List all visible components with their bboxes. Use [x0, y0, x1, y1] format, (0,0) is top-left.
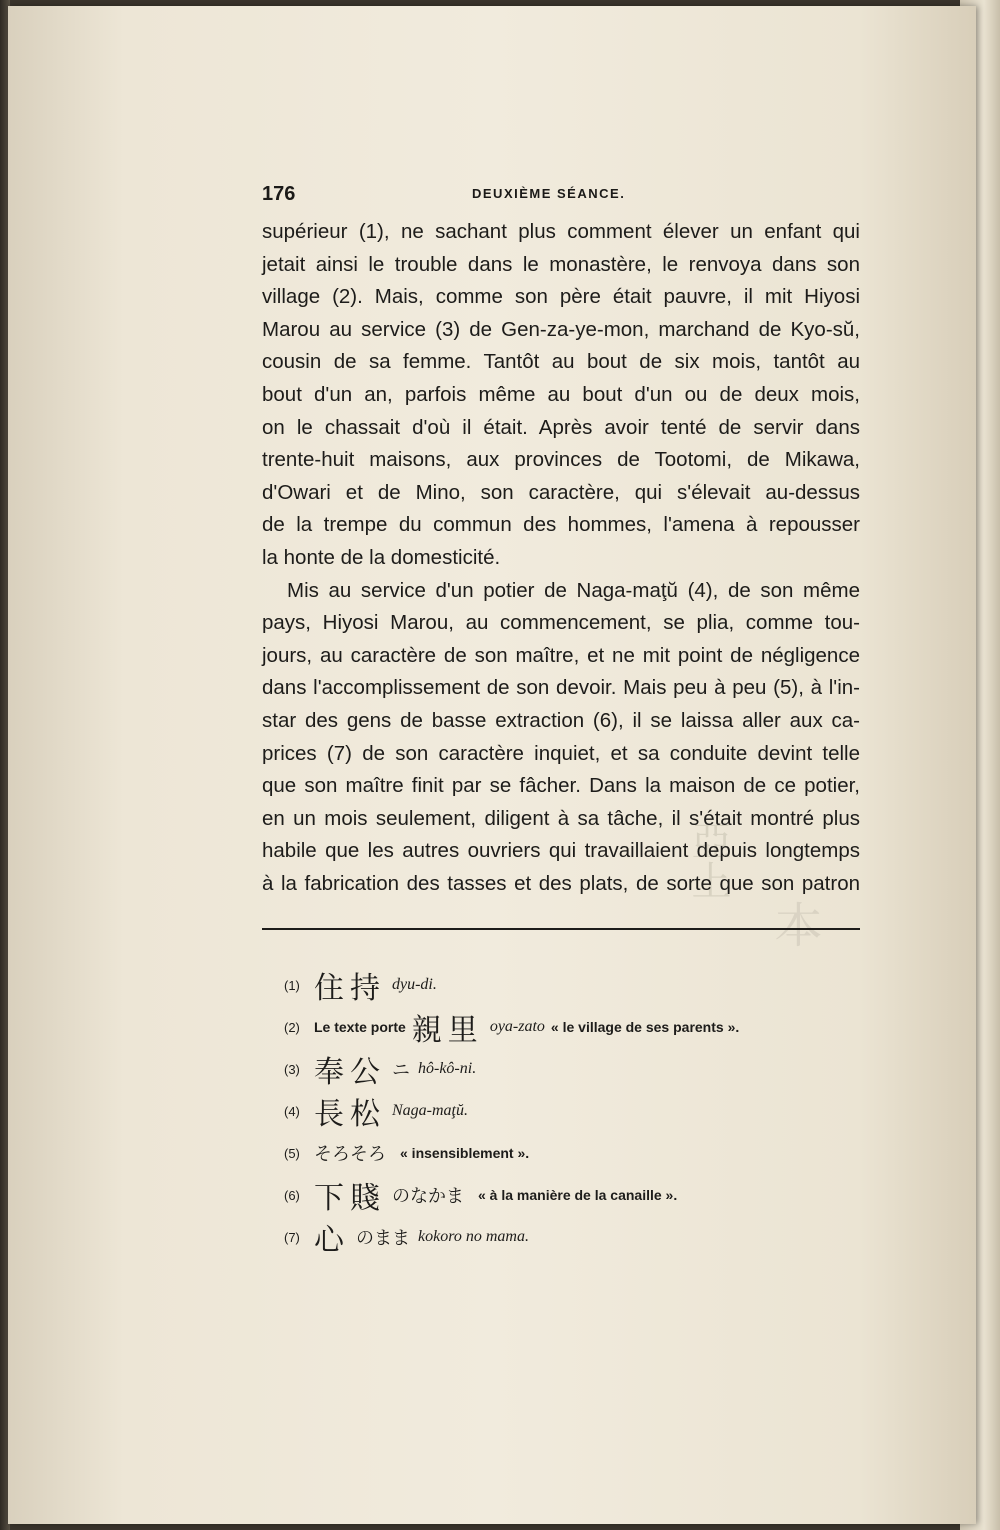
- text-line: en un mois seulement, diligent à sa tâche, il s'était montré plus: [262, 806, 860, 830]
- text-line: prices (7) de son caractère inquiet, et sa conduite devint telle: [262, 741, 860, 765]
- text-line: village (2). Mais, comme son père était pauvre, il mit Hiyosi: [262, 285, 860, 309]
- text-line: la honte de la domesticité.: [262, 545, 501, 569]
- footnote-3: [284, 1048, 864, 1090]
- footnote-romanization: hô-kô-ni.: [418, 1060, 477, 1077]
- footnote-gloss: « insensiblement ».: [400, 1145, 530, 1161]
- footnote-romanization: oya-zato: [489, 1018, 545, 1035]
- footnotes: [284, 964, 864, 1258]
- footnote-kanji: 下賤: [314, 1181, 386, 1216]
- text-line: cousin de sa femme. Tantôt au bout de six mois, tantôt au: [262, 350, 860, 374]
- footnote-kana: のまま: [356, 1228, 410, 1249]
- footnote-prefix: Le texte porte: [314, 1019, 406, 1035]
- text-line: jetait ainsi le trouble dans le monastère, le renvoya dans son: [262, 252, 860, 276]
- page-number: 176: [262, 183, 296, 205]
- text-line: dans l'accomplissement de son devoir. Mais peu à peu (5), à l'in-: [262, 676, 860, 700]
- footnote-number: (7): [284, 1229, 300, 1245]
- section-title: DEUXIÈME SÉANCE.: [472, 186, 626, 201]
- text-line: que son maître finit par se fâcher. Dans la maison de ce potier,: [262, 774, 860, 798]
- footnote-4: [284, 1090, 864, 1132]
- text-line: pays, Hiyosi Marou, au commencement, se plia, comme tou-: [262, 611, 860, 635]
- footnote-kana: ニ: [392, 1060, 410, 1081]
- text-line: trente-huit maisons, aux provinces de Tootomi, de Mikawa,: [262, 448, 860, 472]
- show-through-ink-2: 本: [766, 900, 822, 948]
- footnote-1: [284, 964, 864, 1006]
- show-through-ink: 亞上: [685, 820, 731, 900]
- footnote-kana: のなかま: [392, 1186, 464, 1207]
- text-line: d'Owari et de Mino, son caractère, qui s'élevait au-dessus: [262, 480, 860, 504]
- footnote-number: (4): [284, 1103, 300, 1119]
- footnote-gloss: « à la manière de la canaille ».: [478, 1187, 678, 1203]
- text-line: bout d'un an, parfois même au bout d'un ou de deux mois,: [262, 382, 860, 406]
- body-text: [262, 216, 860, 900]
- footnote-number: (6): [284, 1187, 300, 1203]
- footnote-gloss: « le village de ses parents ».: [550, 1019, 740, 1035]
- footnote-number: (5): [284, 1145, 300, 1161]
- text-line: Mis au service d'un potier de Naga-maţŭ (4), de son même: [287, 578, 860, 602]
- footnote-number: (3): [284, 1061, 300, 1077]
- text-line: jours, au caractère de son maître, et ne mit point de négligence: [262, 643, 860, 667]
- text-line: de la trempe du commun des hommes, l'amena à repousser: [262, 513, 860, 537]
- footnote-kanji: 親里: [411, 1013, 484, 1048]
- footnote-rule: [262, 928, 860, 930]
- text-line: supérieur (1), ne sachant plus comment élever un enfant qui: [262, 220, 860, 243]
- text-line: on le chassait d'où il était. Après avoir tenté de servir dans: [262, 415, 860, 439]
- footnote-7: [284, 1216, 864, 1258]
- footnote-kanji: 心: [314, 1223, 350, 1258]
- footnote-2: [284, 1006, 864, 1048]
- footnote-kanji: 長松: [314, 1097, 386, 1132]
- footnote-romanization: kokoro no mama.: [418, 1228, 529, 1245]
- text-line: Marou au service (3) de Gen-za-ye-mon, marchand de Kyo-sŭ,: [262, 317, 860, 341]
- text-line: à la fabrication des tasses et des plats, de sorte que son patron: [262, 871, 860, 895]
- text-line: star des gens de basse extraction (6), il se laissa aller aux ca-: [262, 708, 860, 732]
- footnote-number: (1): [284, 977, 300, 993]
- footnote-kana: そろそろ: [314, 1144, 386, 1165]
- footnote-romanization: dyu-di.: [392, 976, 437, 993]
- footnote-number: (2): [284, 1019, 300, 1035]
- footnote-5: [284, 1132, 864, 1174]
- text-line: habile que les autres ouvriers qui travaillaient depuis longtemps: [262, 839, 860, 863]
- footnote-romanization: Naga-maţŭ.: [392, 1102, 468, 1119]
- footnote-kanji: 住持: [314, 971, 386, 1006]
- footnote-kanji: 奉公: [314, 1055, 386, 1090]
- footnote-6: [284, 1174, 864, 1216]
- running-head: [262, 183, 862, 207]
